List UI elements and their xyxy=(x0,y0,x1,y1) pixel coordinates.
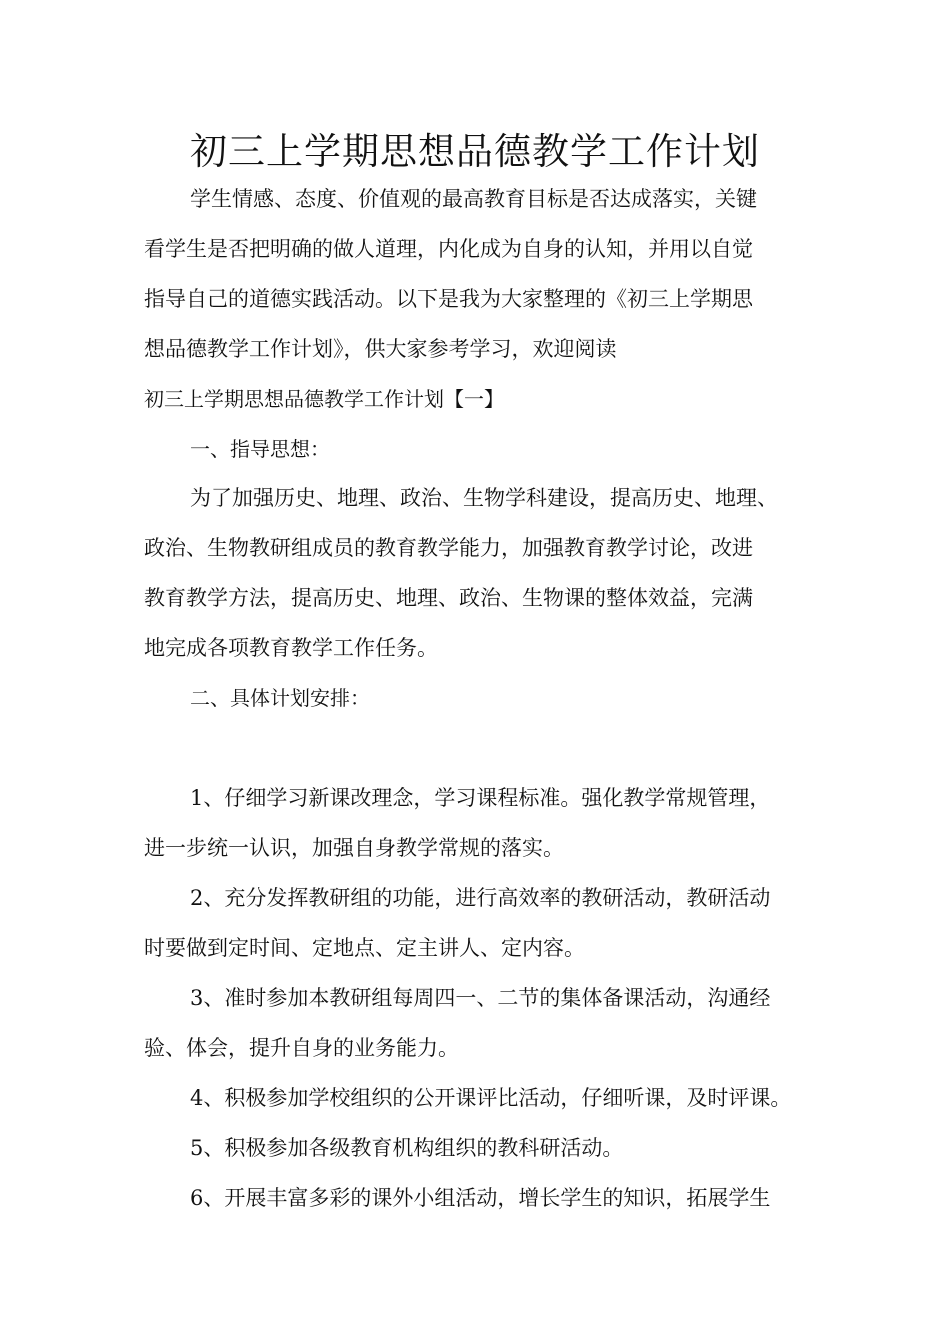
part1-line-4: 地完成各项教育教学工作任务。 xyxy=(144,636,438,660)
part2-heading: 二、具体计划安排： xyxy=(190,686,370,710)
document-title: 初三上学期思想品德教学工作计划 xyxy=(190,130,760,173)
plan-line-9: 6、开展丰富多彩的课外小组活动，增长学生的知识，拓展学生 xyxy=(190,1186,771,1210)
part1-heading: 一、指导思想： xyxy=(190,437,330,461)
part1-line-1: 为了加强历史、地理、政治、生物学科建设，提高历史、地理、 xyxy=(190,486,778,510)
plan-line-3: 2、充分发挥教研组的功能，进行高效率的教研活动，教研活动 xyxy=(190,886,771,910)
plan-line-1: 1、仔细学习新课改理念，学习课程标准。强化教学常规管理， xyxy=(190,786,771,810)
intro-line-2: 看学生是否把明确的做人道理，内化成为自身的认知，并用以自觉 xyxy=(144,237,753,261)
part1-line-2: 政治、生物教研组成员的教育教学能力，加强教育教学讨论，改进 xyxy=(144,536,753,560)
plan-line-6: 验、体会，提升自身的业务能力。 xyxy=(144,1036,459,1060)
intro-line-4: 想品德教学工作计划》，供大家参考学习，欢迎阅读 xyxy=(144,337,617,361)
part1-line-3: 教育教学方法，提高历史、地理、政治、生物课的整体效益，完满 xyxy=(144,586,753,610)
plan-line-7: 4、积极参加学校组织的公开课评比活动，仔细听课，及时评课。 xyxy=(190,1086,792,1110)
section-heading: 初三上学期思想品德教学工作计划【一】 xyxy=(144,387,504,411)
plan-line-8: 5、积极参加各级教育机构组织的教科研活动。 xyxy=(190,1136,624,1160)
plan-line-2: 进一步统一认识，加强自身教学常规的落实。 xyxy=(144,836,564,860)
intro-line-1: 学生情感、态度、价值观的最高教育目标是否达成落实，关键 xyxy=(190,187,757,211)
intro-line-3: 指导自己的道德实践活动。以下是我为大家整理的《初三上学期思 xyxy=(144,287,753,311)
plan-line-5: 3、准时参加本教研组每周四一、二节的集体备课活动，沟通经 xyxy=(190,986,771,1010)
plan-line-4: 时要做到定时间、定地点、定主讲人、定内容。 xyxy=(144,936,585,960)
